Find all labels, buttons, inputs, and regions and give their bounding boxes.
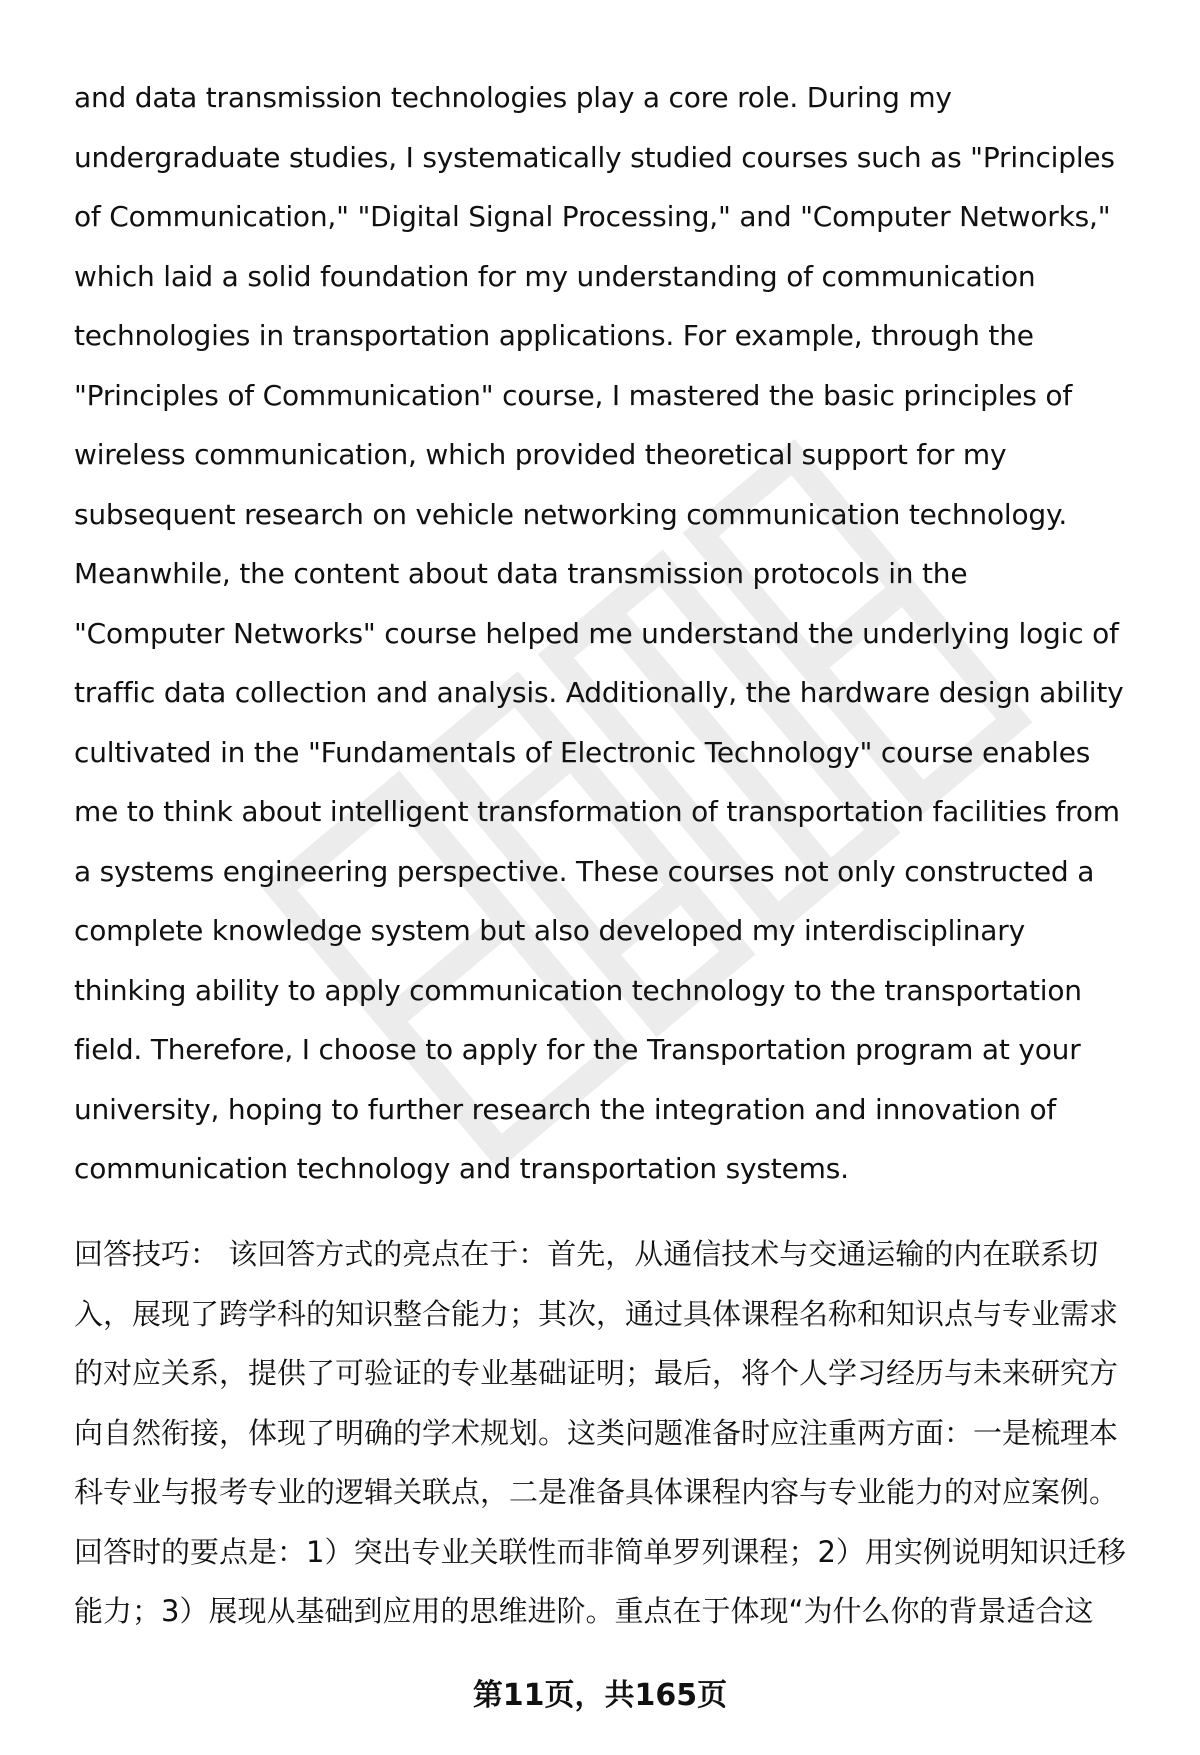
answer-line: "Computer Networks" course helped me understand the underlying logic of [74, 616, 1119, 650]
tips-line: 能力；3）展现从基础到应用的思维进阶。重点在于体现“为什么你的背景适合这 [74, 1594, 1094, 1628]
answer-line: wireless communication, which provided theoretical support for my [74, 438, 1007, 471]
answer-line: communication technology and transportation systems. [74, 1152, 849, 1185]
page-number: 第11页，共165页 [472, 1678, 728, 1713]
answer-line: of Communication," "Digital Signal Processing," and "Computer Networks," [74, 200, 1111, 233]
answer-line: and data transmission technologies play a core role. During my [74, 81, 952, 114]
tips-line: 科专业与报考专业的逻辑关联点，二是准备具体课程内容与专业能力的对应案例。 [74, 1475, 1119, 1509]
answer-line: university, hoping to further research the integration and innovation of [74, 1092, 1057, 1126]
tips-line: 回答时的要点是：1）突出专业关联性而非简单罗列课程；2）用实例说明知识迁移 [74, 1534, 1126, 1569]
answer-line: a systems engineering perspective. These courses not only constructed a [74, 854, 1095, 888]
answer-line: field. Therefore, I choose to apply for the Transportation program at your [74, 1033, 1081, 1066]
answer-line: subsequent research on vehicle networking communication technology. [74, 497, 1068, 531]
answer-line: traffic data collection and analysis. Additionally, the hardware design ability [74, 676, 1124, 709]
answer-line: thinking ability to apply communication technology to the transportation [74, 973, 1082, 1007]
answer-line: me to think about intelligent transformation of transportation facilities from [74, 795, 1120, 828]
answer-paragraph [74, 68, 1164, 1199]
answer-line: "Principles of Communication" course, I mastered the basic principles of [74, 378, 1072, 412]
answer-line: Meanwhile, the content about data transmission protocols in the [74, 557, 968, 590]
tips-line: 的对应关系，提供了可验证的专业基础证明；最后，将个人学习经历与未来研究方 [74, 1356, 1119, 1390]
tips-line: 回答技巧： 该回答方式的亮点在于：首先，从通信技术与交通运输的内在联系切 [74, 1237, 1099, 1271]
answer-line: technologies in transportation applications. For example, through the [74, 319, 1034, 352]
tips-line: 向自然衔接，体现了明确的学术规划。这类问题准备时应注重两方面：一是梳理本 [74, 1415, 1119, 1450]
answer-line: cultivated in the "Fundamentals of Electronic Technology" course enables [74, 735, 1091, 769]
answer-line: which laid a solid foundation for my understanding of communication [74, 259, 1036, 293]
answer-tips-paragraph [74, 1225, 1164, 1642]
answer-line: complete knowledge system but also developed my interdisciplinary [74, 914, 1025, 947]
answer-line: undergraduate studies, I systematically studied courses such as "Principles [74, 140, 1115, 174]
tips-line: 入，展现了跨学科的知识整合能力；其次，通过具体课程名称和知识点与专业需求 [74, 1296, 1119, 1331]
